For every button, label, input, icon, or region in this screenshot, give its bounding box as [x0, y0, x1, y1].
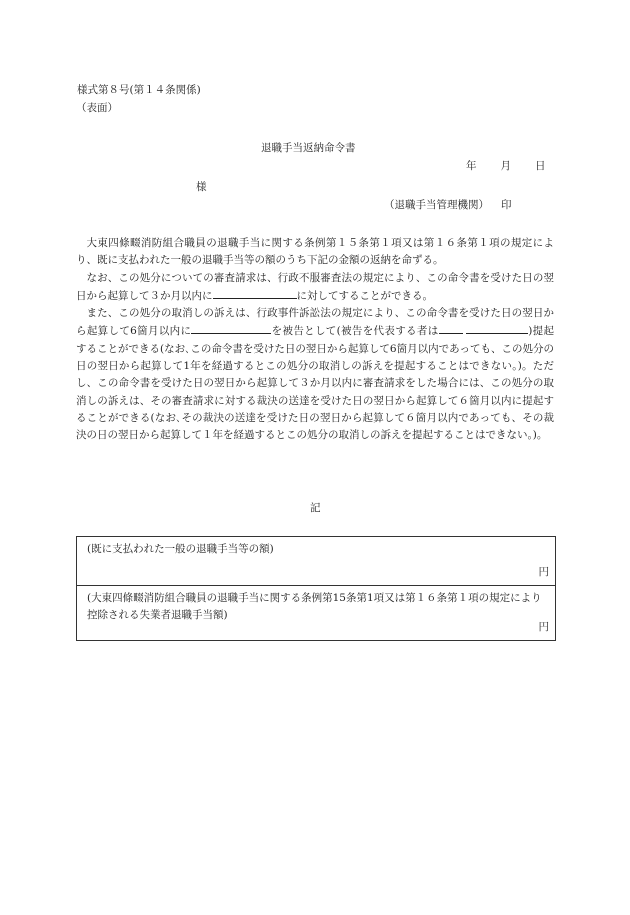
issuer-line: [384, 197, 512, 212]
amount-row: [77, 586, 556, 641]
form-side-label: （表面）: [76, 102, 118, 114]
amount-unit-yen: 円: [538, 621, 549, 633]
paragraph-order: 大東四條畷消防組合職員の退職手当に関する条例第１５条第１項又は第１６条第１項の規定により、既に支払われた一般の退職手当等の額のうち下記の金額の返納を命ずる。: [76, 237, 554, 267]
issuer-name: （退職手当管理機関）: [384, 199, 489, 211]
body-text: [76, 235, 554, 445]
paragraph-lawsuit: また、この処分の取消しの訴えは、行政事件訴訟法の規定により、この命令書を受けた日の翌日から起算して6箇月以内に を被告として(被告を代表する者は )提起することができる(なお､この命令書を受けた日の翌日から起算して6箇月以内であっても、この処分の日の翌日から起算して1年を経過するとこの処分の取消しの訴えを提起することはできない。)。ただし、この命令書を受けた日の翌日から起算して３か月以内に審査請求をした場合には、この処分の取消しの訴えは、その審査請求に対する裁決の送達を受けた日の翌日から起算して６箇月以内に提起することができる(なお､その裁決の送達を受けた日の翌日から起算して６箇月以内であっても、その裁決の日の翌日から起算して１年を経過するとこの処分の取消しの訴えを提起することはできない。)。: [76, 307, 554, 442]
defendant-blank: [191, 322, 271, 334]
amount-unit-yen: 円: [538, 566, 549, 578]
amount-cell: [77, 537, 556, 586]
document-title: 退職手当返納命令書: [261, 142, 356, 154]
representative-blank-2: [466, 322, 528, 334]
amount-label-paid: (既に支払われた一般の退職手当等の額): [87, 543, 274, 555]
ki-heading: 記: [310, 502, 321, 514]
amount-row: [77, 537, 556, 586]
paragraph-appeal: なお、この処分についての審査請求は、行政不服審査法の規定により、この命令書を受けた日の翌日から起算して３か月以内に に対してすることができる。: [76, 271, 554, 302]
amounts-table: [76, 536, 556, 641]
addressee-suffix: 様: [196, 181, 207, 193]
date-year: 年: [466, 160, 477, 172]
form-number: 様式第８号(第１４条関係): [77, 84, 201, 96]
representative-blank-1: [439, 322, 463, 334]
amount-label-deducted: (大東四條畷消防組合職員の退職手当に関する条例第15条第1項又は第１６条第１項の規定により控除される失業者退職手当額): [87, 592, 542, 621]
amount-cell: [77, 586, 556, 641]
seal-mark: 印: [501, 199, 512, 211]
appeal-authority-blank: [213, 287, 297, 299]
date-month: 月: [500, 160, 511, 172]
date-day: 日: [535, 160, 546, 172]
date-line: [466, 158, 546, 173]
